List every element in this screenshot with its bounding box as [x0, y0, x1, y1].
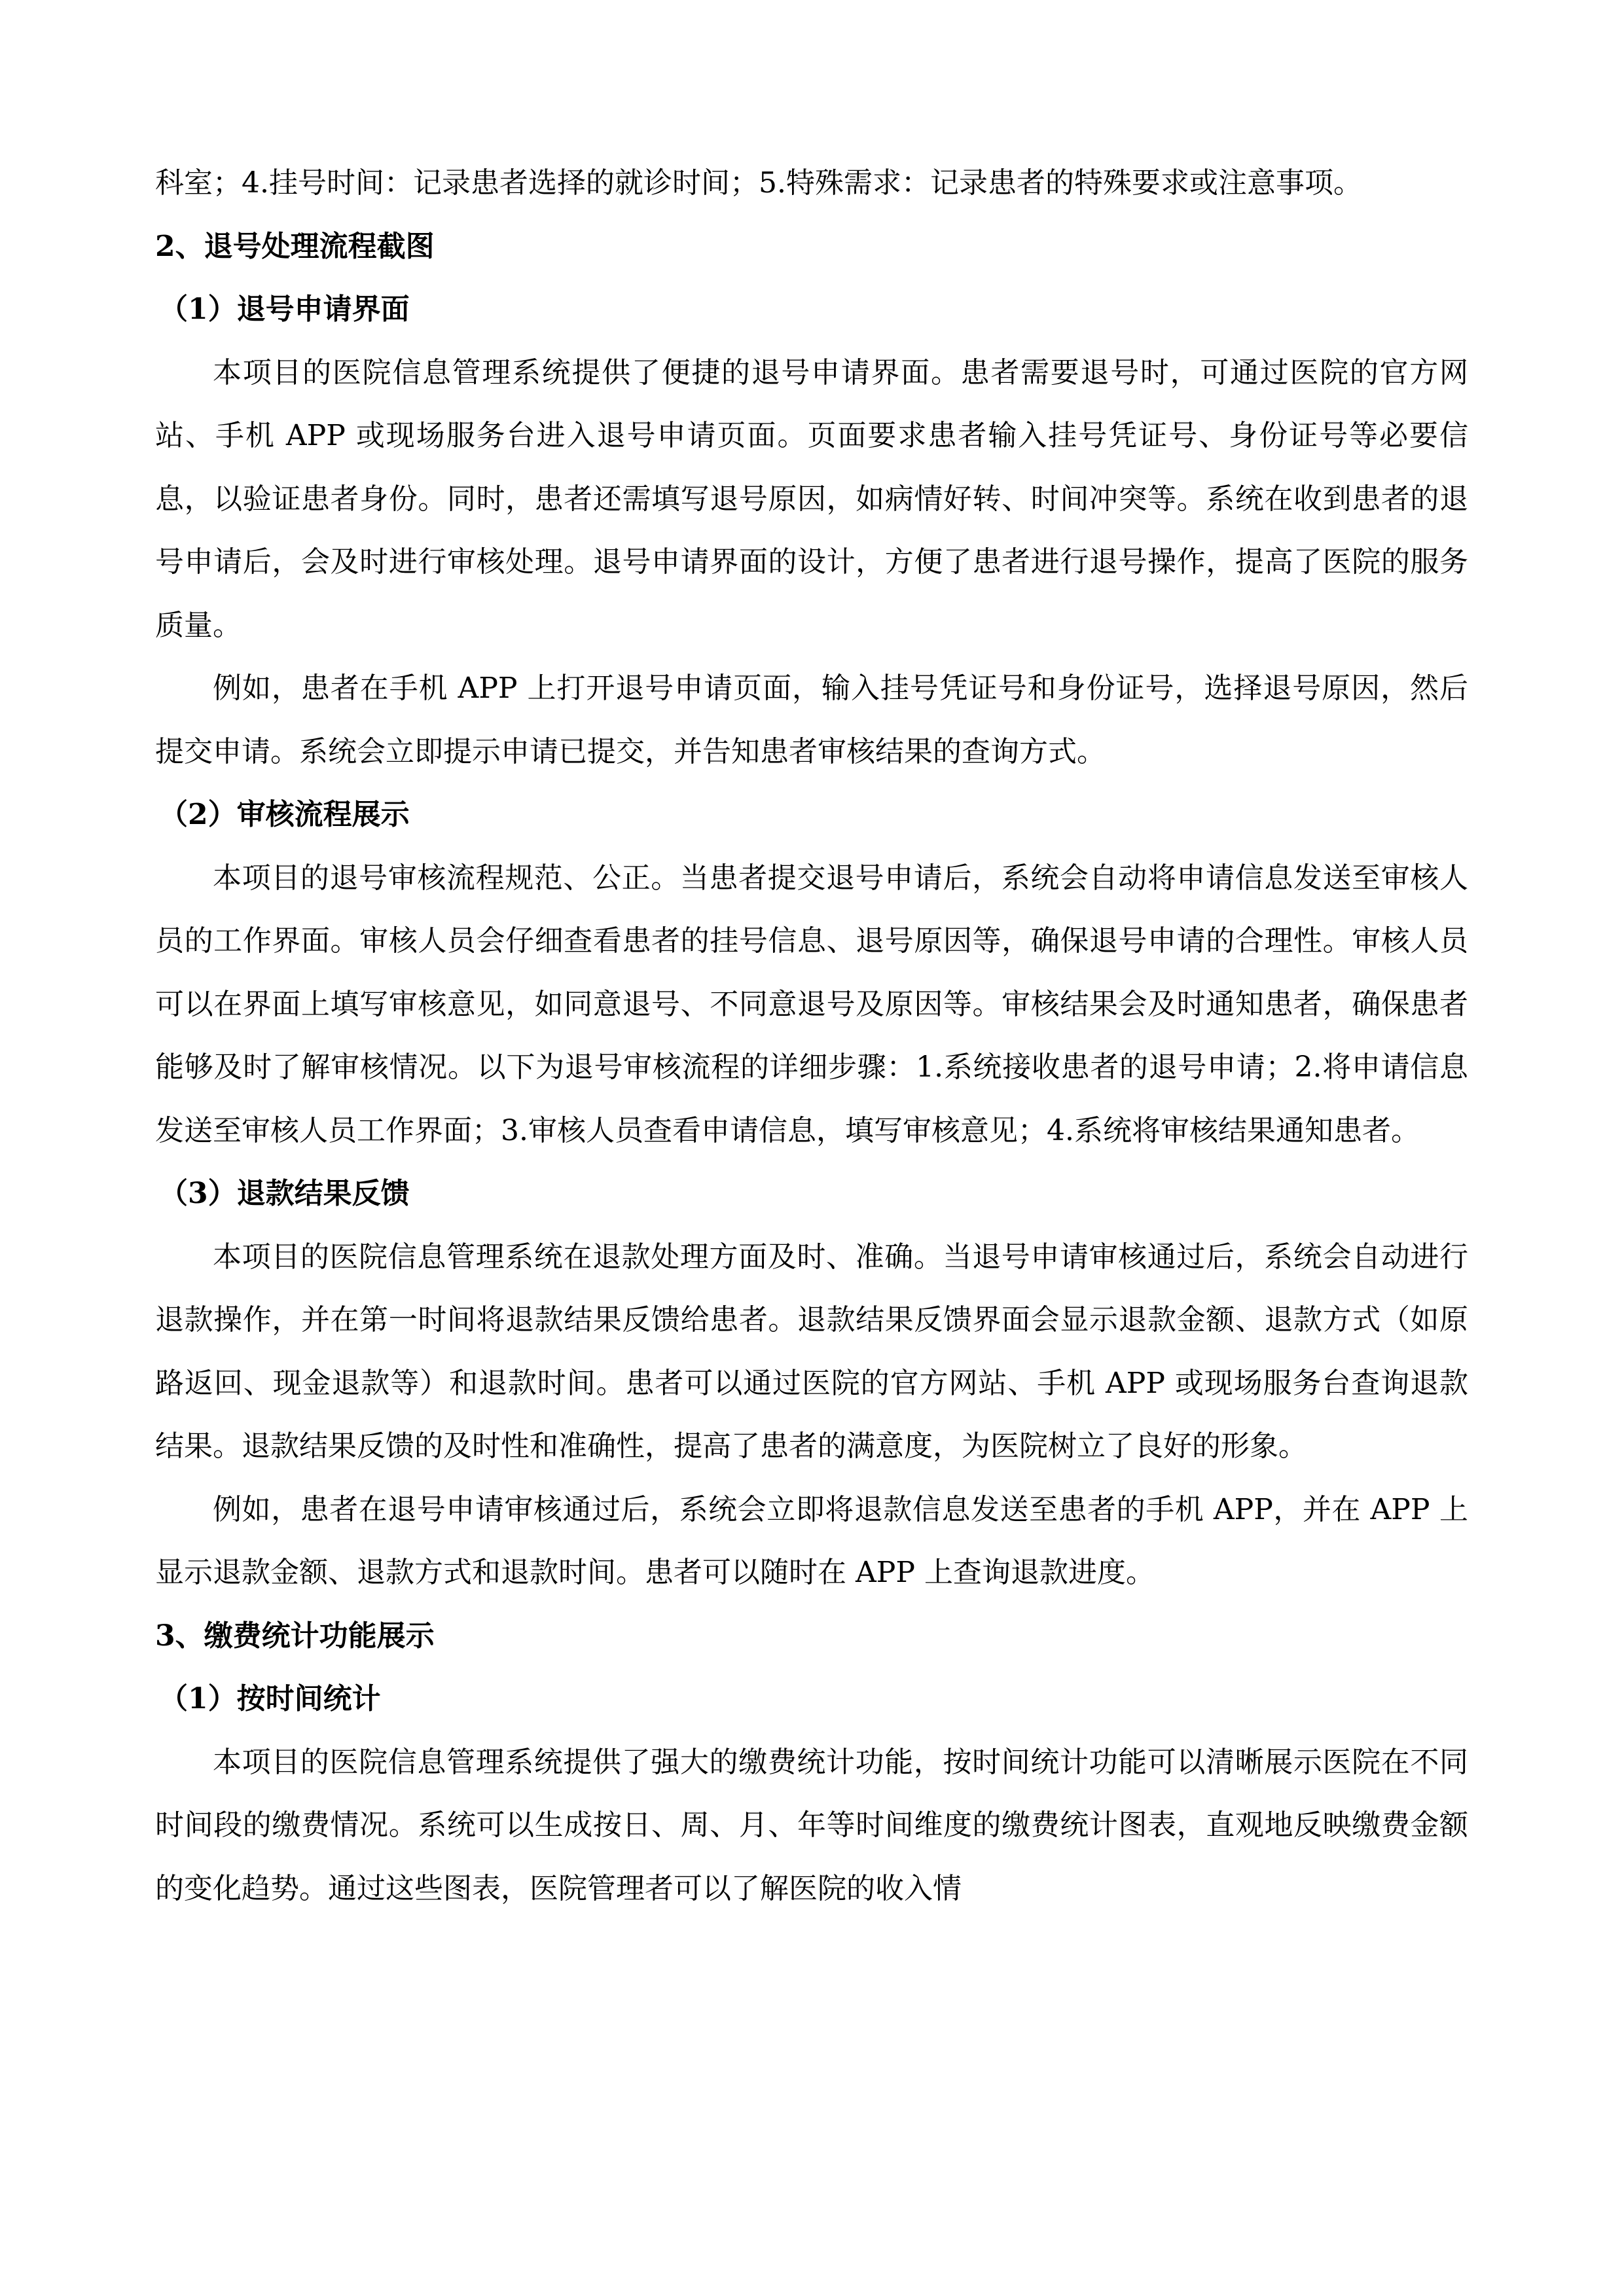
section-2-2-heading: （2）审核流程展示 [159, 798, 410, 831]
section-2-1-heading: （1）退号申请界面 [159, 293, 410, 326]
intro-continuation-paragraph: 科室；4.挂号时间：记录患者选择的就诊时间；5.特殊需求：记录患者的特殊要求或注意事项。 [155, 166, 1362, 200]
refund-application-example-paragraph: 例如，患者在手机 APP 上打开退号申请页面，输入挂号凭证号和身份证号，选择退号原因，然后提交申请。系统会立即提示申请已提交，并告知患者审核结果的查询方式。 [155, 672, 1468, 768]
section-2-heading: 2、退号处理流程截图 [155, 229, 435, 263]
section-2-3-heading: （3）退款结果反馈 [159, 1177, 410, 1210]
refund-feedback-example-paragraph: 例如，患者在退号申请审核通过后，系统会立即将退款信息发送至患者的手机 APP，并在 APP 上显示退款金额、退款方式和退款时间。患者可以随时在 APP 上查询退款进度。 [155, 1492, 1468, 1589]
time-statistics-paragraph: 本项目的医院信息管理系统提供了强大的缴费统计功能，按时间统计功能可以清晰展示医院在不同时间段的缴费情况。系统可以生成按日、周、月、年等时间维度的缴费统计图表，直观地反映缴费金额的变化趋势。通过这些图表，医院管理者可以了解医院的收入情 [155, 1745, 1468, 1905]
section-3-heading: 3、缴费统计功能展示 [155, 1619, 435, 1653]
refund-application-paragraph: 本项目的医院信息管理系统提供了便捷的退号申请界面。患者需要退号时，可通过医院的官方网站、手机 APP 或现场服务台进入退号申请页面。页面要求患者输入挂号凭证号、身份证号等必要信息，以验证患者身份。同时，患者还需填写退号原因，如病情好转、时间冲突等。系统在收到患者的退号申请后，会及时进行审核处理。退号申请界面的设计，方便了患者进行退号操作，提高了医院的服务质量。 [155, 355, 1468, 642]
review-process-paragraph: 本项目的退号审核流程规范、公正。当患者提交退号申请后，系统会自动将申请信息发送至审核人员的工作界面。审核人员会仔细查看患者的挂号信息、退号原因等，确保退号申请的合理性。审核人员可以在界面上填写审核意见，如同意退号、不同意退号及原因等。审核结果会及时通知患者，确保患者能够及时了解审核情况。以下为退号审核流程的详细步骤：1.系统接收患者的退号申请；2.将申请信息发送至审核人员工作界面；3.审核人员查看申请信息，填写审核意见；4.系统将审核结果通知患者。 [155, 861, 1468, 1147]
refund-feedback-paragraph: 本项目的医院信息管理系统在退款处理方面及时、准确。当退号申请审核通过后，系统会自动进行退款操作，并在第一时间将退款结果反馈给患者。退款结果反馈界面会显示退款金额、退款方式（如原路返回、现金退款等）和退款时间。患者可以通过医院的官方网站、手机 APP 或现场服务台查询退款结果。退款结果反馈的及时性和准确性，提高了患者的满意度，为医院树立了良好的形象。 [155, 1240, 1468, 1463]
document-page [155, 152, 1468, 1920]
section-3-1-heading: （1）按时间统计 [159, 1682, 381, 1715]
